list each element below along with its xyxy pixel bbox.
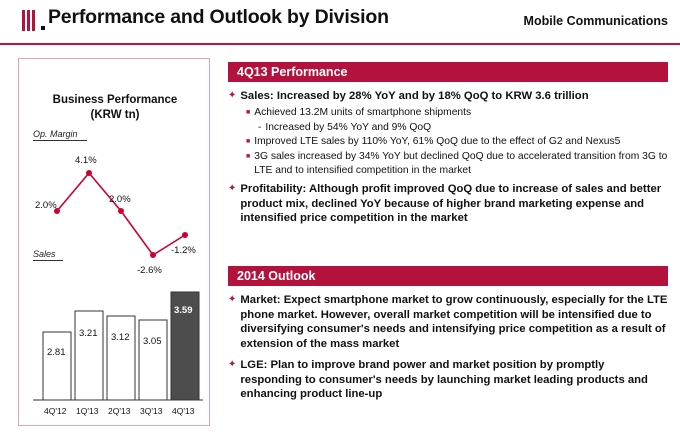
diamond-bullet-icon: ✦ <box>228 359 237 370</box>
roman-numeral-three-icon <box>22 10 35 31</box>
chart-title-line1: Business Performance <box>52 94 178 106</box>
svg-text:3.59: 3.59 <box>174 305 193 316</box>
chart-title-line2: (KRW tn) <box>90 109 140 121</box>
op-margin-axis-label: Op. Margin <box>33 129 78 139</box>
square-bullet-icon: ■ <box>246 153 251 160</box>
section-body-outlook <box>228 293 668 402</box>
section-outlook <box>228 266 668 404</box>
square-bullet-icon: ■ <box>246 108 251 116</box>
page-title: Performance and Outlook by Division <box>48 6 389 28</box>
bullet-text: Market: Expect smartphone market to grow continuously, especially for the LTE phone market. However, overall market competition will be intensified due to diversifying consumer's needs and intensifying price competition as a result of extension of the mass market <box>240 294 668 350</box>
bullet-text: Increased by 54% YoY and 9% QoQ <box>265 121 432 133</box>
svg-text:2.81: 2.81 <box>47 347 66 358</box>
svg-text:3Q'13: 3Q'13 <box>140 406 163 416</box>
svg-text:2Q'13: 2Q'13 <box>108 406 131 416</box>
bullet-text: 3G sales increased by 34% YoY but declined QoQ due to accelerated transition from 3G to LTE and to intensified competition in the market <box>254 151 668 176</box>
list-item <box>246 135 668 149</box>
division-label: Mobile Communications <box>523 14 668 28</box>
svg-text:3.12: 3.12 <box>111 332 130 343</box>
list-item <box>228 293 668 351</box>
business-performance-chart <box>18 58 210 426</box>
svg-text:1Q'13: 1Q'13 <box>76 406 99 416</box>
svg-text:3.05: 3.05 <box>143 336 162 347</box>
section-heading-outlook: 2014 Outlook <box>228 266 668 286</box>
dash-bullet-icon: - <box>258 121 262 133</box>
diamond-bullet-icon: ✦ <box>228 183 237 194</box>
list-item <box>228 358 668 402</box>
diamond-bullet-icon: ✦ <box>228 90 237 101</box>
sales-axis-label: Sales <box>33 249 56 259</box>
svg-text:2.0%: 2.0% <box>35 200 57 211</box>
svg-text:-2.6%: -2.6% <box>137 265 162 276</box>
section-performance <box>228 62 668 228</box>
bullet-text: Sales: Increased by 28% YoY and by 18% QoQ to KRW 3.6 trillion <box>240 90 589 102</box>
svg-text:3.21: 3.21 <box>79 328 98 339</box>
bullet-text: Improved LTE sales by 110% YoY, 61% QoQ due to the effect of G2 and Nexus5 <box>254 136 621 147</box>
svg-text:2.0%: 2.0% <box>109 194 131 205</box>
diamond-bullet-icon: ✦ <box>228 294 237 305</box>
list-item <box>258 121 668 135</box>
header-dot-icon <box>41 26 45 30</box>
list-item <box>228 182 668 226</box>
list-item <box>228 89 668 104</box>
chart-graphics <box>19 59 211 427</box>
list-item <box>246 106 668 120</box>
section-heading-performance: 4Q13 Performance <box>228 62 668 82</box>
svg-text:4Q'13: 4Q'13 <box>172 406 195 416</box>
square-bullet-icon: ■ <box>246 138 251 145</box>
sub-list <box>246 106 668 178</box>
svg-text:-1.2%: -1.2% <box>171 245 196 256</box>
list-item <box>246 150 668 177</box>
slide-header <box>0 0 680 44</box>
bullet-text: Achieved 13.2M units of smartphone shipments <box>254 106 472 118</box>
svg-text:4Q'12: 4Q'12 <box>44 406 67 416</box>
section-body-performance <box>228 89 668 226</box>
bullet-text: Profitability: Although profit improved QoQ due to increase of sales and better product mix, declined YoY because of higher brand marketing expense and intensified price competition in the market <box>240 183 662 224</box>
bullet-text: LGE: Plan to improve brand power and market position by promptly responding to consumer's needs by launching market leading products and enhancing product line-up <box>240 359 648 400</box>
svg-text:4.1%: 4.1% <box>75 155 97 166</box>
header-divider <box>0 43 680 45</box>
